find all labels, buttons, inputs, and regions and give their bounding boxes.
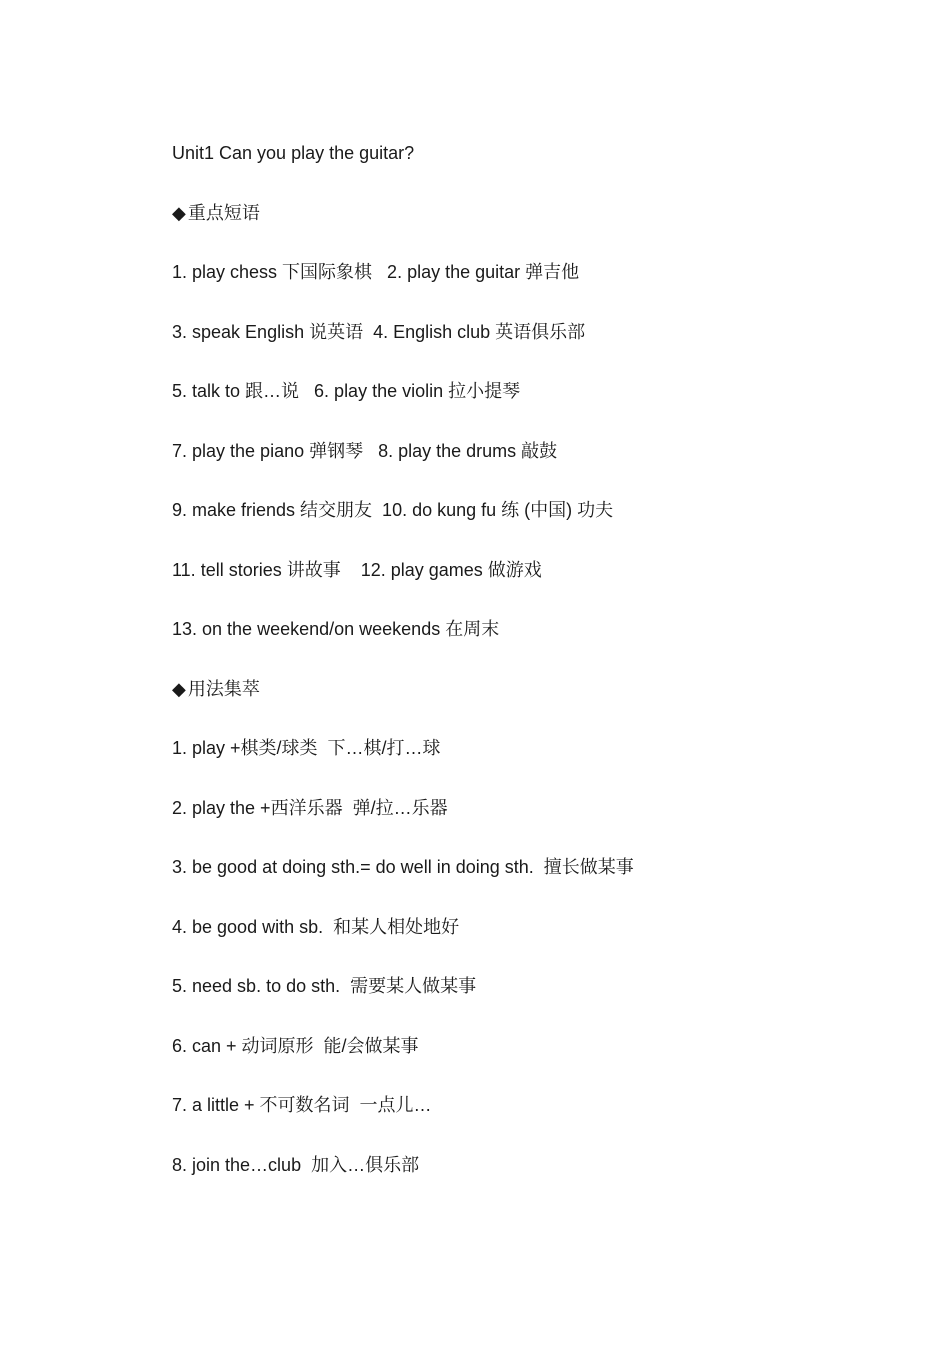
document-page: [172, 140, 892, 1211]
phrase-line: 3. speak English 说英语 4. English club 英语俱乐部: [172, 321, 586, 342]
usage-line: 7. a little + 不可数名词 一点儿…: [172, 1095, 432, 1115]
phrase-line: 1. play chess 下国际象棋 2. play the guitar 弹吉他: [172, 262, 580, 282]
usage-line: 8. join the…club 加入…俱乐部: [172, 1154, 420, 1175]
usage-line: 5. need sb. to do sth. 需要某人做某事: [172, 976, 477, 996]
usage-line: 4. be good with sb. 和某人相处地好: [172, 916, 460, 937]
phrase-line: 5. talk to 跟…说 6. play the violin 拉小提琴: [172, 381, 521, 401]
diamond-bullet-icon: ◆: [172, 202, 186, 223]
section-heading-key-phrases: [172, 200, 892, 226]
usage-line: 2. play the +西洋乐器 弹/拉…乐器: [172, 797, 448, 818]
section-heading-usage: [172, 676, 892, 702]
usage-line: 1. play +棋类/球类 下…棋/打…球: [172, 738, 441, 758]
diamond-bullet-icon: ◆: [172, 678, 186, 699]
document-title: Unit1 Can you play the guitar?: [172, 143, 415, 163]
phrase-line: 9. make friends 结交朋友 10. do kung fu 练 (中国) 功夫: [172, 500, 614, 520]
section-heading-text: 用法集萃: [187, 678, 260, 699]
usage-line: 3. be good at doing sth.= do well in doing sth. 擅长做某事: [172, 857, 634, 877]
section-heading-text: 重点短语: [187, 202, 260, 223]
phrase-line: 11. tell stories 讲故事 12. play games 做游戏: [172, 559, 542, 580]
usage-line: 6. can + 动词原形 能/会做某事: [172, 1035, 419, 1056]
phrase-line: 13. on the weekend/on weekends 在周末: [172, 619, 500, 639]
phrase-line: 7. play the piano 弹钢琴 8. play the drums 敲鼓: [172, 440, 558, 461]
